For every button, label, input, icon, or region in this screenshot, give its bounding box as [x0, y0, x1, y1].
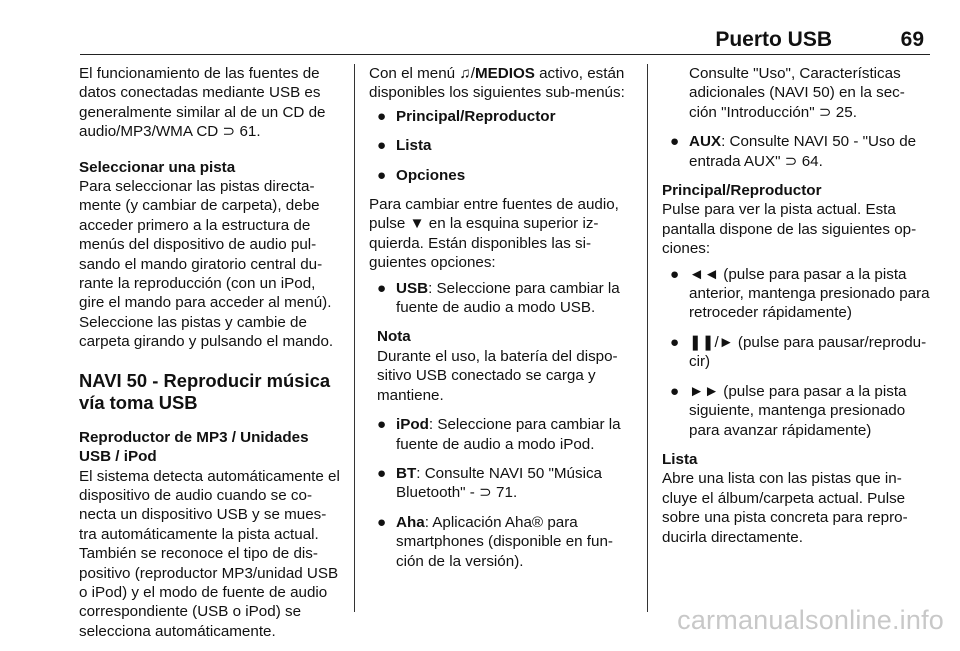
aux-list	[662, 132, 930, 171]
watermark: carmanualsonline.info	[677, 605, 944, 635]
bullet-icon: ●	[377, 137, 387, 155]
section-body: Pulse para ver la pista actual. Esta pantalla dispone de las siguientes op-ciones:	[662, 201, 917, 258]
music-note-icon: ♫/	[459, 65, 475, 82]
page-header	[80, 28, 930, 54]
continued-item: Consulte "Uso", Características adicionales (NAVI 50) en la sec-ción "Introducción" ⊃ 25.	[689, 65, 905, 121]
note-box	[377, 327, 637, 405]
list-section	[662, 450, 930, 547]
bullet-icon: ●	[377, 279, 387, 297]
page-number: 69	[900, 28, 924, 51]
header-rule	[80, 54, 930, 55]
source-list	[369, 279, 637, 318]
column-2	[369, 64, 637, 581]
list-item: ● ◄◄ (pulse para pasar a la pista anterior, mantenga presionado para retroceder rápidamente)	[670, 265, 930, 322]
page-ref-icon: ⊃	[222, 123, 236, 141]
section-body: El sistema detecta automáticamente el dispositivo de audio cuando se co-necta un dispositivo USB y se mues-tra automáticamente la pista actual. También se reconoce el tipo de dis-positivo (reproductor MP3/unidad USB o iPod) y el modo de fuente de audio correspondiente (USB o iPod) se selecciona automáticamente.	[79, 467, 340, 640]
bullet-icon: ●	[377, 107, 387, 125]
section-body: Para seleccionar las pistas directa-mente (y cambiar de carpeta), debe acceder primero a la estructura de menús del dispositivo de audio pul-sando el mando giratorio central du-rante la reproducción (con un iPod, gire el mando para acceder al menú). Seleccione las pistas y cambie de carpeta girando y pulsando el mando.	[79, 178, 334, 351]
page-ref-icon: ⊃	[818, 103, 832, 121]
list-item: ● ►► (pulse para pasar a la pista siguiente, mantenga presionado para avanzar rápidamente)	[670, 382, 907, 439]
select-track-section	[79, 158, 342, 352]
bullet-icon: ●	[670, 133, 680, 151]
list-item: ● USB: Seleccione para cambiar la fuente de audio a modo USB.	[377, 279, 620, 317]
section-body: Abre una lista con las pistas que in-cluye el álbum/carpeta actual. Pulse sobre una pista concreta para repro-ducirla directamente.	[662, 470, 908, 546]
bullet-icon: ●	[670, 382, 680, 400]
bullet-icon: ●	[377, 416, 387, 434]
list-item: ● Opciones	[377, 166, 466, 184]
note-body: Durante el uso, la batería del dispo-sitivo USB conectado se carga y mantiene.	[377, 347, 618, 404]
column-divider-1	[354, 64, 355, 612]
chapter-heading: NAVI 50 - Reproducir música vía toma USB	[79, 369, 331, 413]
page-title: Puerto USB	[715, 28, 832, 51]
list-item: ● AUX: Consulte NAVI 50 - "Uso de entrada AUX" ⊃ 64.	[670, 133, 917, 170]
column-1	[79, 64, 342, 651]
mp3-section	[79, 428, 342, 641]
player-section	[662, 181, 930, 259]
bullet-icon: ●	[670, 265, 680, 283]
submenu-list	[369, 107, 637, 185]
bullet-icon: ●	[377, 464, 387, 482]
bullet-icon: ●	[377, 513, 387, 531]
list-item: ● Principal/Reproductor	[377, 107, 556, 125]
source-list-continued	[369, 415, 637, 571]
bullet-icon: ●	[377, 166, 387, 184]
section-heading: Seleccionar una pista	[79, 158, 236, 176]
menu-paragraph: Con el menú ♫/MEDIOS activo, están disponibles los siguientes sub-menús:	[369, 65, 625, 102]
section-heading: Lista	[662, 450, 698, 468]
list-item: ● ❚❚/► (pulse para pausar/reprodu-cir)	[670, 333, 927, 371]
player-options-list	[662, 265, 930, 440]
column-3	[662, 64, 930, 557]
page-ref-icon: ⊃	[479, 484, 492, 502]
note-heading: Nota	[377, 328, 411, 346]
intro-paragraph: El funcionamiento de las fuentes de datos conectadas mediante USB es generalmente similar al de un CD de audio/MP3/WMA CD ⊃ 61.	[79, 65, 326, 141]
list-item: ● Lista	[377, 137, 432, 155]
section-heading: Principal/Reproductor	[662, 182, 822, 200]
bullet-icon: ●	[670, 333, 680, 351]
list-item: ● Aha: Aplicación Aha® para smartphones (disponible en fun-ción de la versión).	[377, 513, 613, 570]
column-divider-2	[647, 64, 648, 612]
list-item: ● BT: Consulte NAVI 50 "Música Bluetooth" - ⊃ 71.	[377, 464, 602, 502]
media-label: MEDIOS	[474, 65, 535, 82]
change-source-paragraph: Para cambiar entre fuentes de audio, pulse ▼ en la esquina superior iz-quierda. Están disponibles las si-guientes opciones:	[369, 196, 619, 272]
page-ref-icon: ⊃	[784, 152, 798, 170]
section-heading: Reproductor de MP3 / Unidades USB / iPod	[79, 428, 309, 466]
list-item: ● iPod: Seleccione para cambiar la fuente de audio a modo iPod.	[377, 416, 621, 453]
